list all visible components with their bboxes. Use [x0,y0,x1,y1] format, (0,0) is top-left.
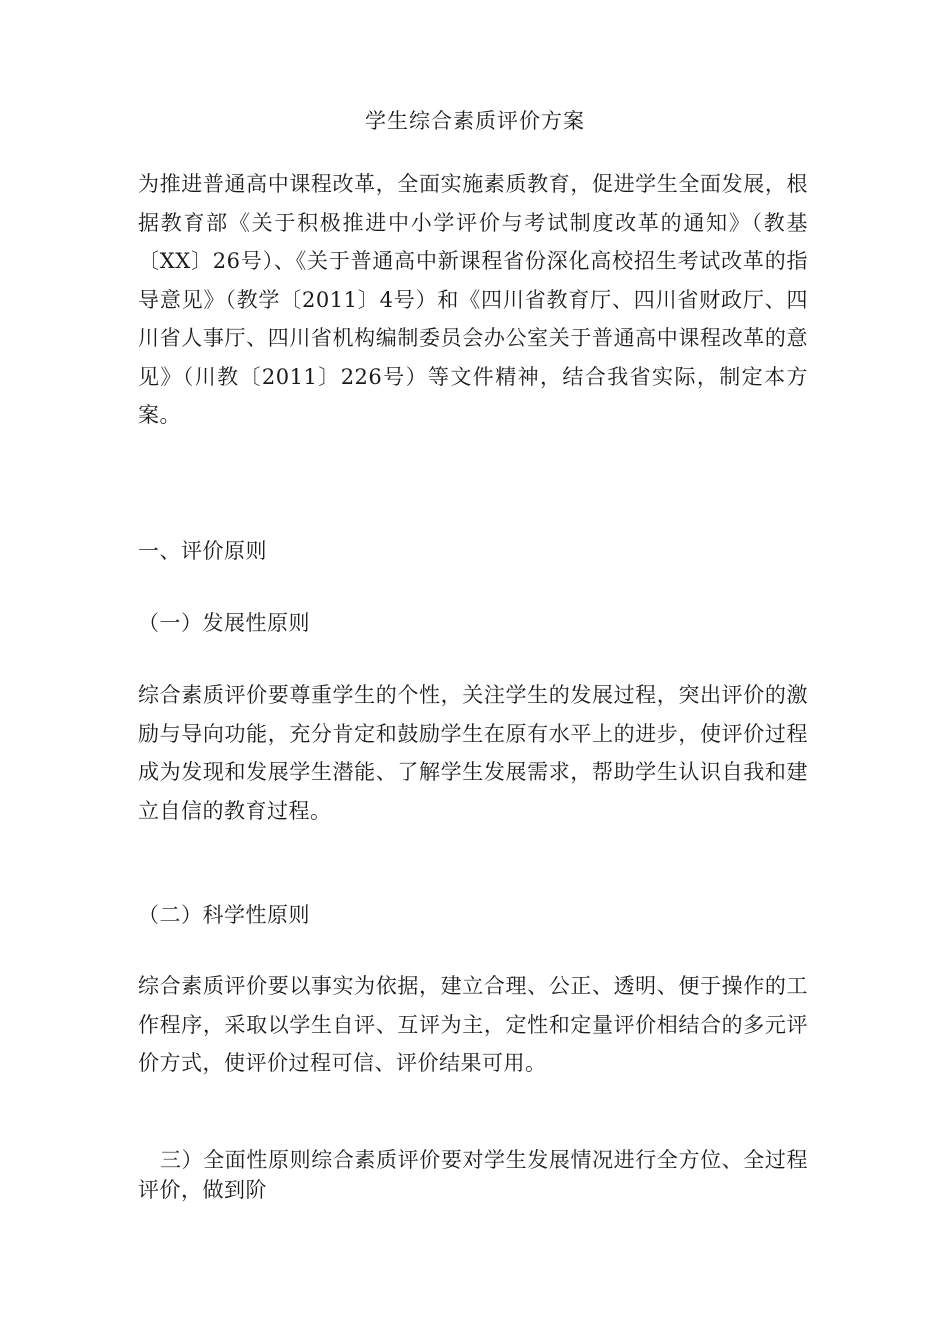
scientific-principle-paragraph: 综合素质评价要以事实为依据，建立合理、公正、透明、便于操作的工作程序，采取以学生自评、互评为主，定性和定量评价相结合的多元评价方式，使评价过程可信、评价结果可用。 [138,974,808,1075]
subheading-development-principle: （一）发展性原则 [138,611,310,635]
development-principle-paragraph: 综合素质评价要尊重学生的个性，关注学生的发展过程，突出评价的激励与导向功能，充分肯定和鼓励学生在原有水平上的进步，使评价过程成为发现和发展学生潜能、了解学生发展需求，帮助学生认识自我和建立自信的教育过程。 [138,683,808,823]
subheading-scientific-principle: （二）科学性原则 [138,903,310,927]
section-heading-principles: 一、评价原则 [138,539,267,563]
intro-paragraph: 为推进普通高中课程改革，全面实施素质教育，促进学生全面发展，根据教育部《关于积极推进中小学评价与考试制度改革的通知》（教基〔XX〕26号）、《关于普通高中新课程省份深化高校招生考试改革的指导意见》（教学〔2011〕4号）和《四川省教育厅、四川省财政厅、四川省人事厅、四川省机构编制委员会办公室关于普通高中课程改革的意见》（川教〔2011〕226号）等文件精神，结合我省实际，制定本方案。 [138,172,808,427]
document-title: 学生综合素质评价方案 [365,109,585,133]
comprehensive-principle-paragraph: 三）全面性原则综合素质评价要对学生发展情况进行全方位、全过程评价，做到阶 [138,1148,808,1202]
